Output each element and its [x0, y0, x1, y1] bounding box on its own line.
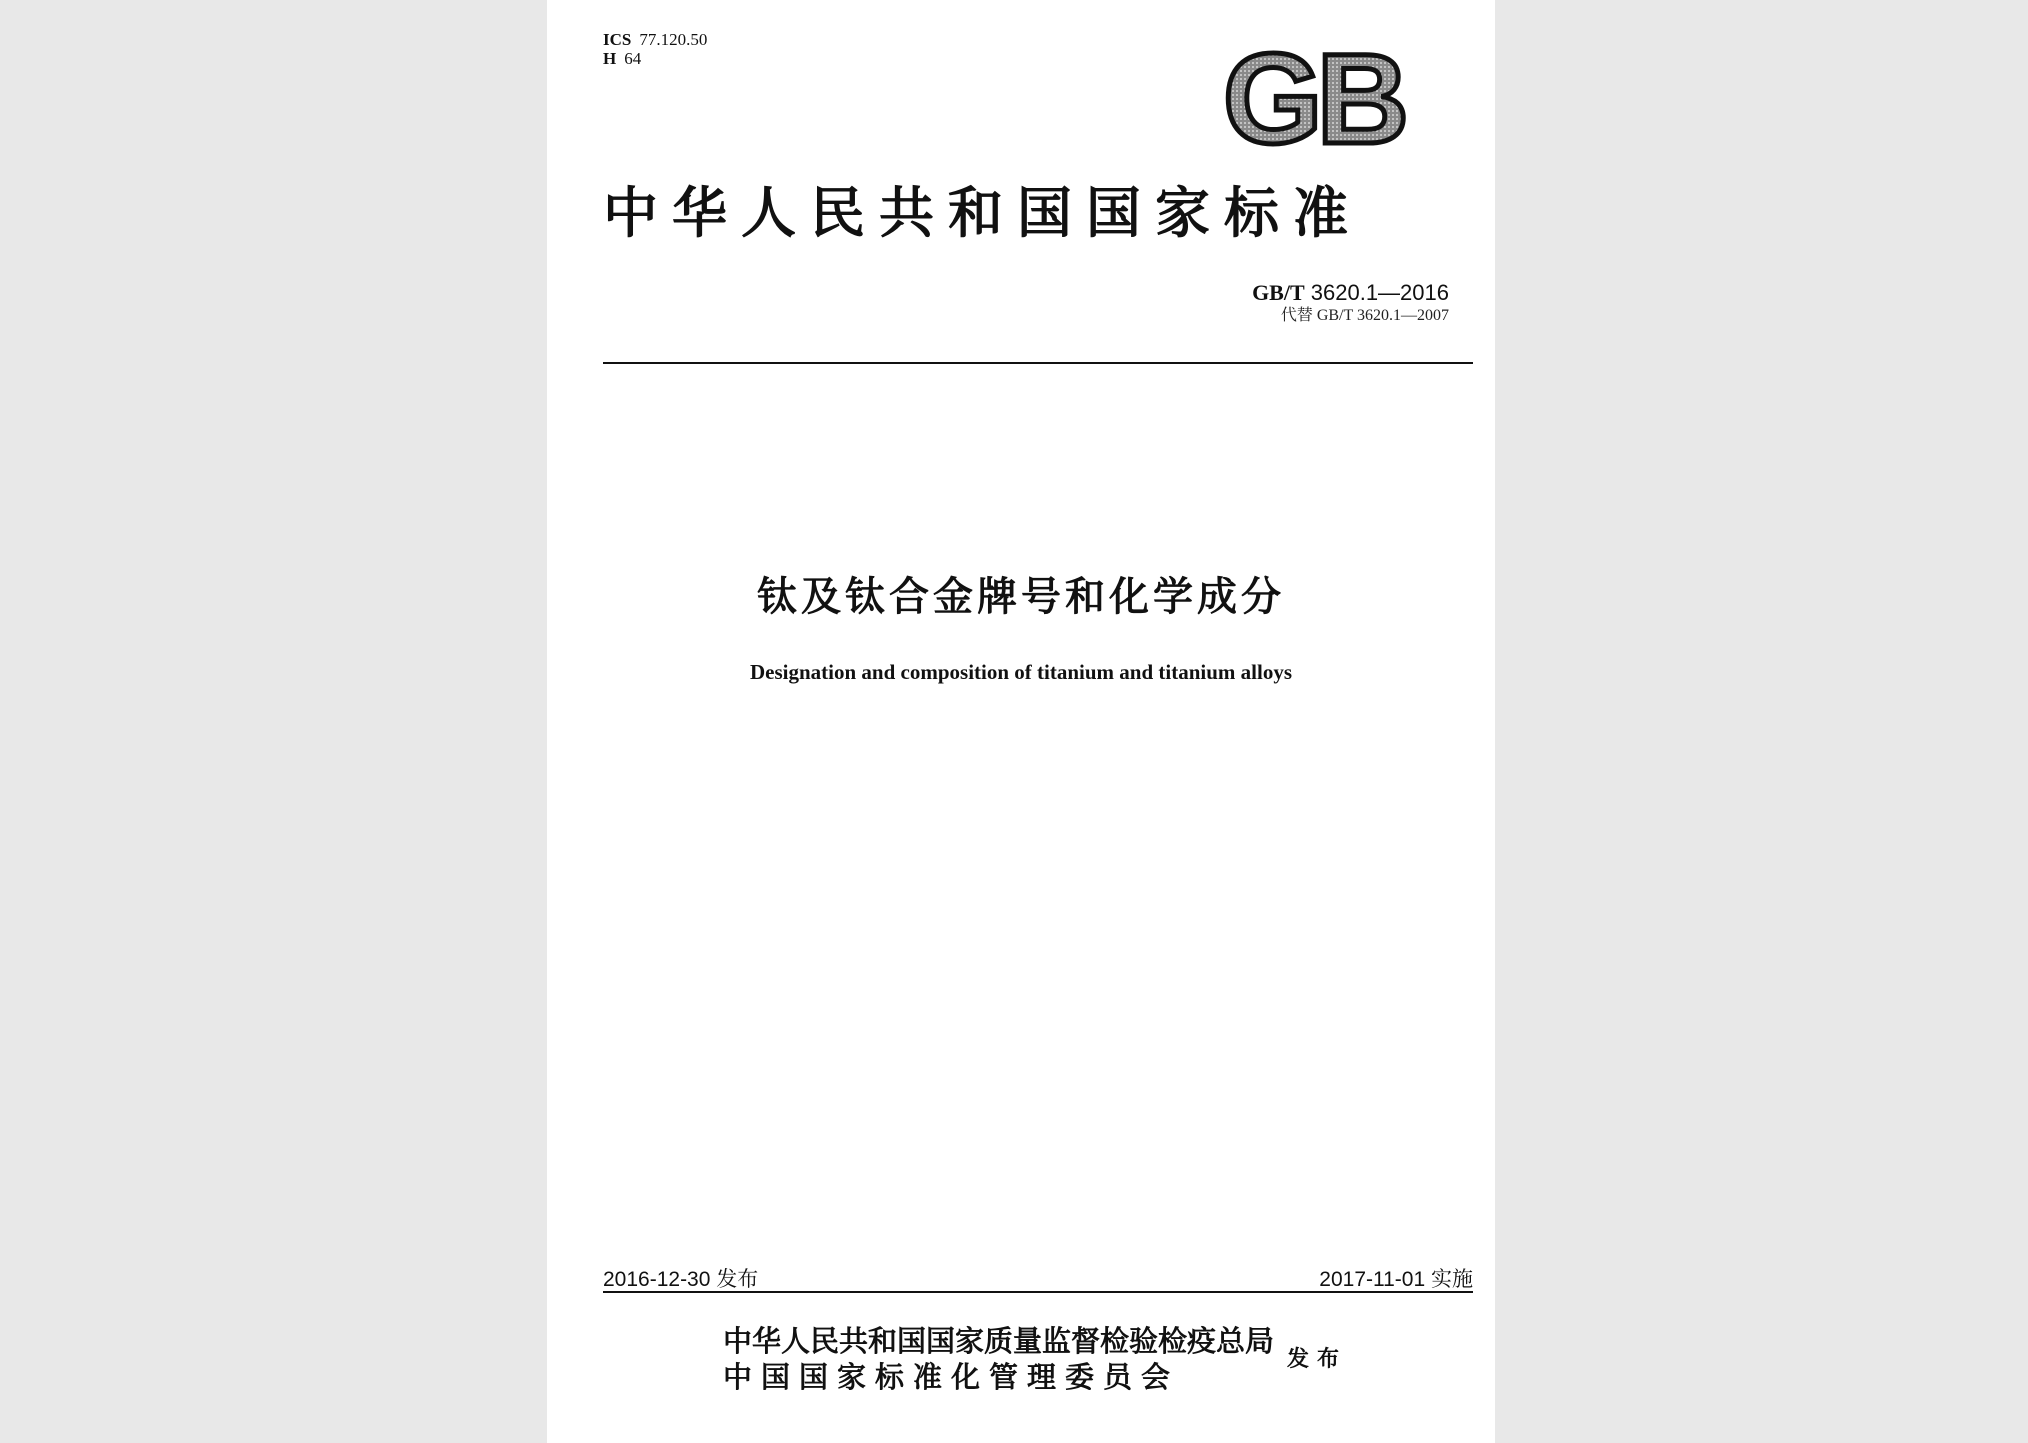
standard-number: GB/T 3620.1—2016	[1252, 280, 1449, 305]
classification-codes	[603, 30, 707, 68]
gb-logo	[1203, 45, 1423, 153]
document-page	[547, 0, 1495, 1443]
issuing-authorities	[723, 1323, 1274, 1395]
issue-label: 发布	[1287, 1347, 1348, 1372]
top-divider	[603, 362, 1473, 364]
issuer-sac: 中国国家标准化管理委员会	[723, 1360, 1180, 1394]
issuer-aqsiq: 中华人民共和国国家质量监督检验检疫总局	[723, 1324, 1275, 1358]
ccs-code: H 64	[603, 49, 642, 68]
standard-number-block	[1252, 280, 1449, 326]
gb-logo-text: GB	[1223, 45, 1403, 153]
national-standard-title: 中华人民共和国国家标准	[603, 180, 1363, 245]
bottom-divider	[603, 1291, 1473, 1293]
replaces-standard: 代替 GB/T 3620.1—2007	[1280, 307, 1449, 324]
title-english: Designation and composition of titanium and titanium alloys	[749, 660, 1292, 684]
issue-date: 2016-12-30 发布	[603, 1268, 759, 1291]
title-chinese: 钛及钛合金牌号和化学成分	[757, 574, 1285, 620]
ics-code: ICS 77.120.50	[603, 30, 708, 49]
implementation-date: 2017-11-01 实施	[1319, 1268, 1473, 1291]
